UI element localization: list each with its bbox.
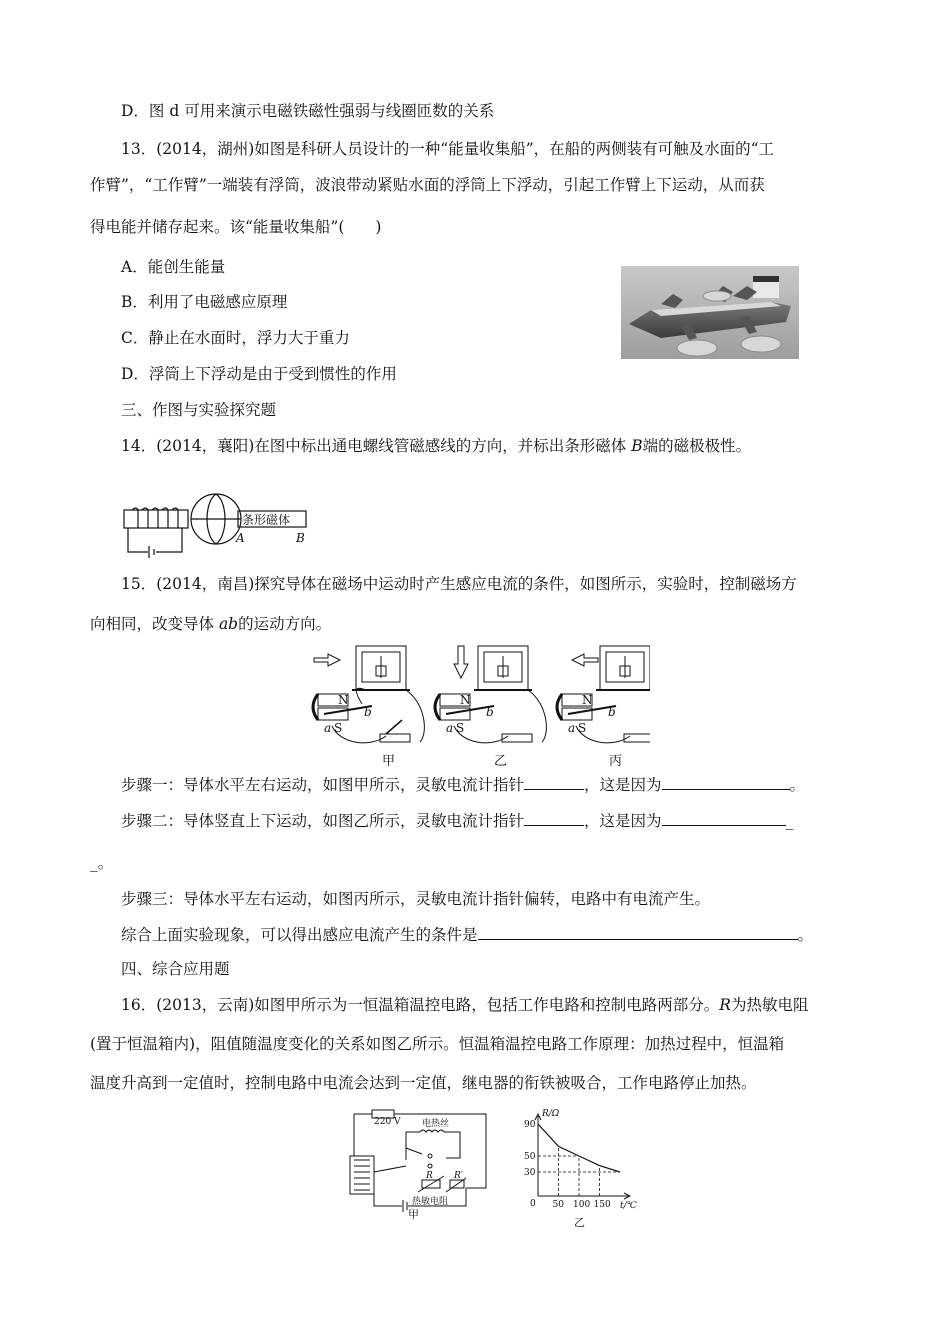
solenoid-magnet-figure [118, 488, 318, 560]
x-tick-label: 50 [552, 1200, 564, 1210]
label-a: A [236, 531, 245, 545]
label-a-bing: a [568, 721, 576, 735]
heater-label: 电热丝 [422, 1119, 450, 1129]
q15-line-1: 15．(2014，南昌)探究导体在磁场中运动时产生感应电流的条件，如图所示，实验时，控制磁场方 [121, 575, 797, 593]
x-tick-label: 150 [593, 1200, 611, 1210]
q12-option-d: D．图 d 可用来演示电磁铁磁性强弱与线圈匝数的关系 [121, 102, 495, 120]
y-axis-label: R/Ω [542, 1109, 560, 1119]
q13-option-c: C．静止在水面时，浮力大于重力 [121, 329, 350, 347]
q16-line-1-r: R [719, 996, 731, 1014]
q16-line-1-pre: 16．(2013，云南)如图甲所示为一恒温箱温控电路，包括工作电路和控制电路两部分。 [121, 996, 720, 1014]
q15-conclusion [121, 923, 813, 946]
rprime-label: R′ [454, 1171, 463, 1181]
magnet-label: 条形磁体 [242, 513, 291, 527]
step2-text: 步骤二：导体竖直上下运动，如图乙所示，灵敏电流计指针 [121, 812, 525, 830]
section-3-heading: 三、作图与实验探究题 [121, 401, 277, 419]
step1-mid: ，这是因为 [584, 776, 662, 794]
q15-step-2-end: _。 [90, 854, 114, 872]
step2-blank-2[interactable] [662, 809, 786, 826]
origin-label: 0 [530, 1199, 536, 1209]
label-b-bing: b [608, 705, 616, 719]
energy-harvesting-ship-image [621, 266, 799, 359]
label-n-jia: N [338, 693, 349, 707]
q15-line-2-ab: ab [218, 615, 239, 633]
label-s-jia: S [334, 721, 343, 735]
step1-text: 步骤一：导体水平左右运动，如图甲所示，灵敏电流计指针 [121, 776, 525, 794]
label-a-jia: a [324, 721, 332, 735]
label-a-yi: a [446, 721, 454, 735]
y-tick-label: 30 [524, 1168, 536, 1178]
q14-text-post: 端的磁极极性。 [642, 437, 752, 455]
q14-text [121, 435, 751, 457]
label-b-jia: b [364, 705, 372, 719]
resistance-temperature-graph [520, 1106, 650, 1230]
q14-text-pre: 14．(2014，襄阳)在图中标出通电螺线管磁感线的方向，并标出条形磁体 [121, 437, 632, 455]
label-b-yi: b [486, 705, 494, 719]
q13-option-a: A．能创生能量 [121, 258, 226, 276]
step2-mid: ，这是因为 [584, 812, 662, 830]
q16-line-2: (置于恒温箱内)，阻值随温度变化的关系如图乙所示。恒温箱温控电路工作原理：加热过程中，恒温箱 [90, 1035, 785, 1053]
label-s-bing: S [578, 721, 587, 735]
q16-line-1-post: 为热敏电阻 [730, 996, 809, 1014]
q13-option-d: D．浮筒上下浮动是由于受到惯性的作用 [121, 365, 397, 383]
q15-step-3: 步骤三：导体水平左右运动，如图丙所示，灵敏电流计指针偏转，电路中有电流产生。 [121, 890, 711, 908]
voltage-label: 220 V [374, 1117, 401, 1127]
y-tick-label: 50 [524, 1152, 536, 1162]
caption-jia: 甲 [382, 754, 396, 769]
thermistor-label: 热敏电阻 [412, 1197, 449, 1207]
label-b: B [296, 531, 305, 545]
label-n-bing: N [582, 693, 593, 707]
step1-blank-1[interactable] [524, 773, 584, 790]
conclusion-end: 。 [797, 926, 814, 944]
circuit-caption: 甲 [408, 1208, 419, 1220]
label-n-yi: N [460, 693, 471, 707]
caption-bing: 丙 [609, 754, 623, 769]
q13-option-b: B．利用了电磁感应原理 [121, 293, 288, 311]
caption-yi: 乙 [494, 754, 508, 769]
q15-step-2 [121, 809, 793, 832]
q15-line-2-post: 的运动方向。 [238, 615, 332, 633]
thermostat-circuit-figure [346, 1108, 496, 1220]
label-s-yi: S [456, 721, 465, 735]
q13-line-1: 13．(2014，湖州)如图是科研人员设计的一种“能量收集船”，在船的两侧装有可触及水面的“工 [121, 140, 775, 158]
graph-caption: 乙 [574, 1216, 585, 1229]
q15-line-2-pre: 向相同，改变导体 [90, 615, 219, 633]
section-4-heading: 四、综合应用题 [121, 960, 230, 978]
step2-blank-1[interactable] [524, 809, 584, 826]
r-label: R [426, 1171, 433, 1181]
conclusion-text: 综合上面实验现象，可以得出感应电流产生的条件是 [121, 926, 478, 944]
q16-line-3: 温度升高到一定值时，控制电路中电流会达到一定值，继电器的衔铁被吸合，工作电路停止加热。 [90, 1074, 757, 1092]
q16-line-1 [121, 994, 808, 1016]
q15-line-2 [90, 613, 331, 635]
q13-line-2: 作臂”，“工作臂”一端装有浮筒，波浪带动紧贴水面的浮筒上下浮动，引起工作臂上下运动，从而获 [90, 176, 765, 194]
step1-blank-2[interactable] [662, 773, 790, 790]
induction-experiment-figures [310, 644, 650, 764]
step1-end: 。 [789, 776, 806, 794]
x-axis-label: t/℃ [620, 1201, 637, 1211]
step2-tail: _ [785, 812, 794, 830]
conclusion-blank[interactable] [478, 923, 798, 940]
q13-line-3: 得电能并储存起来。该“能量收集船”( ) [90, 218, 382, 236]
y-tick-label: 90 [524, 1120, 536, 1130]
q14-text-b: B [631, 437, 643, 455]
q15-step-1 [121, 773, 805, 796]
x-tick-label: 100 [573, 1200, 591, 1210]
